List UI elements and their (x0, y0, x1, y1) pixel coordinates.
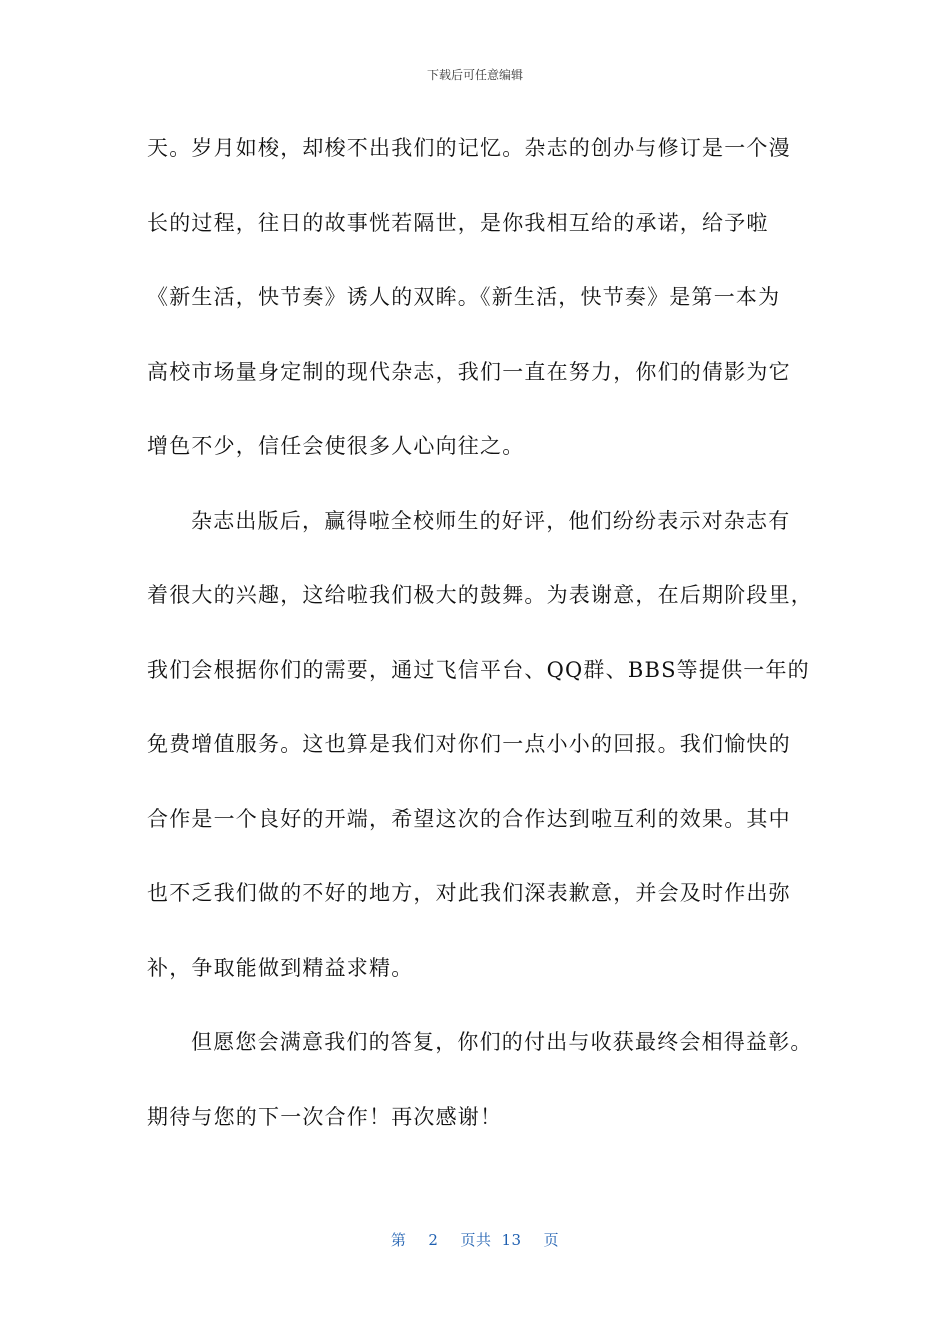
footer-current-page: 2 (428, 1231, 439, 1249)
text-line: 期待与您的下一次合作！再次感谢！ (147, 1104, 503, 1129)
paragraph-start-line: 但愿您会满意我们的答复，你们的付出与收获最终会相得益彰。 (191, 1030, 813, 1054)
document-body (147, 128, 813, 1171)
page-header-note: 下载后可任意编辑 (426, 68, 523, 82)
text-line: 《新生活，快节奏》诱人的双眸。《新生活，快节奏》是第一本为 (147, 285, 781, 309)
footer-total-pages: 13 (501, 1231, 522, 1249)
text-line: 也不乏我们做的不好的地方，对此我们深表歉意，并会及时作出弥 (147, 881, 791, 905)
footer-middle: 页共 (460, 1231, 492, 1249)
text-line: 增色不少，信任会使很多人心向往之。 (147, 434, 525, 458)
text-line: 我们会根据你们的需要，通过飞信平台、QQ群、BBS等提供一年的 (147, 657, 810, 682)
text-line: 补，争取能做到精益求精。 (147, 955, 414, 980)
text-line: 免费增值服务。这也算是我们对你们一点小小的回报。我们愉快的 (147, 732, 791, 756)
page-footer (0, 1230, 950, 1250)
paragraph-start-line: 杂志出版后，赢得啦全校师生的好评，他们纷纷表示对杂志有 (191, 508, 791, 533)
text-line: 着很大的兴趣，这给啦我们极大的鼓舞。为表谢意，在后期阶段里， (147, 583, 813, 607)
text-line: 天。岁月如梭，却梭不出我们的记忆。杂志的创办与修订是一个漫 (147, 136, 791, 160)
footer-suffix: 页 (543, 1231, 560, 1249)
footer-prefix: 第 (390, 1231, 407, 1249)
text-line: 合作是一个良好的开端，希望这次的合作达到啦互利的效果。其中 (147, 806, 791, 831)
text-line: 高校市场量身定制的现代杂志，我们一直在努力，你们的倩影为它 (147, 359, 791, 384)
text-line: 长的过程，往日的故事恍若隔世，是你我相互给的承诺，给予啦 (147, 210, 769, 235)
